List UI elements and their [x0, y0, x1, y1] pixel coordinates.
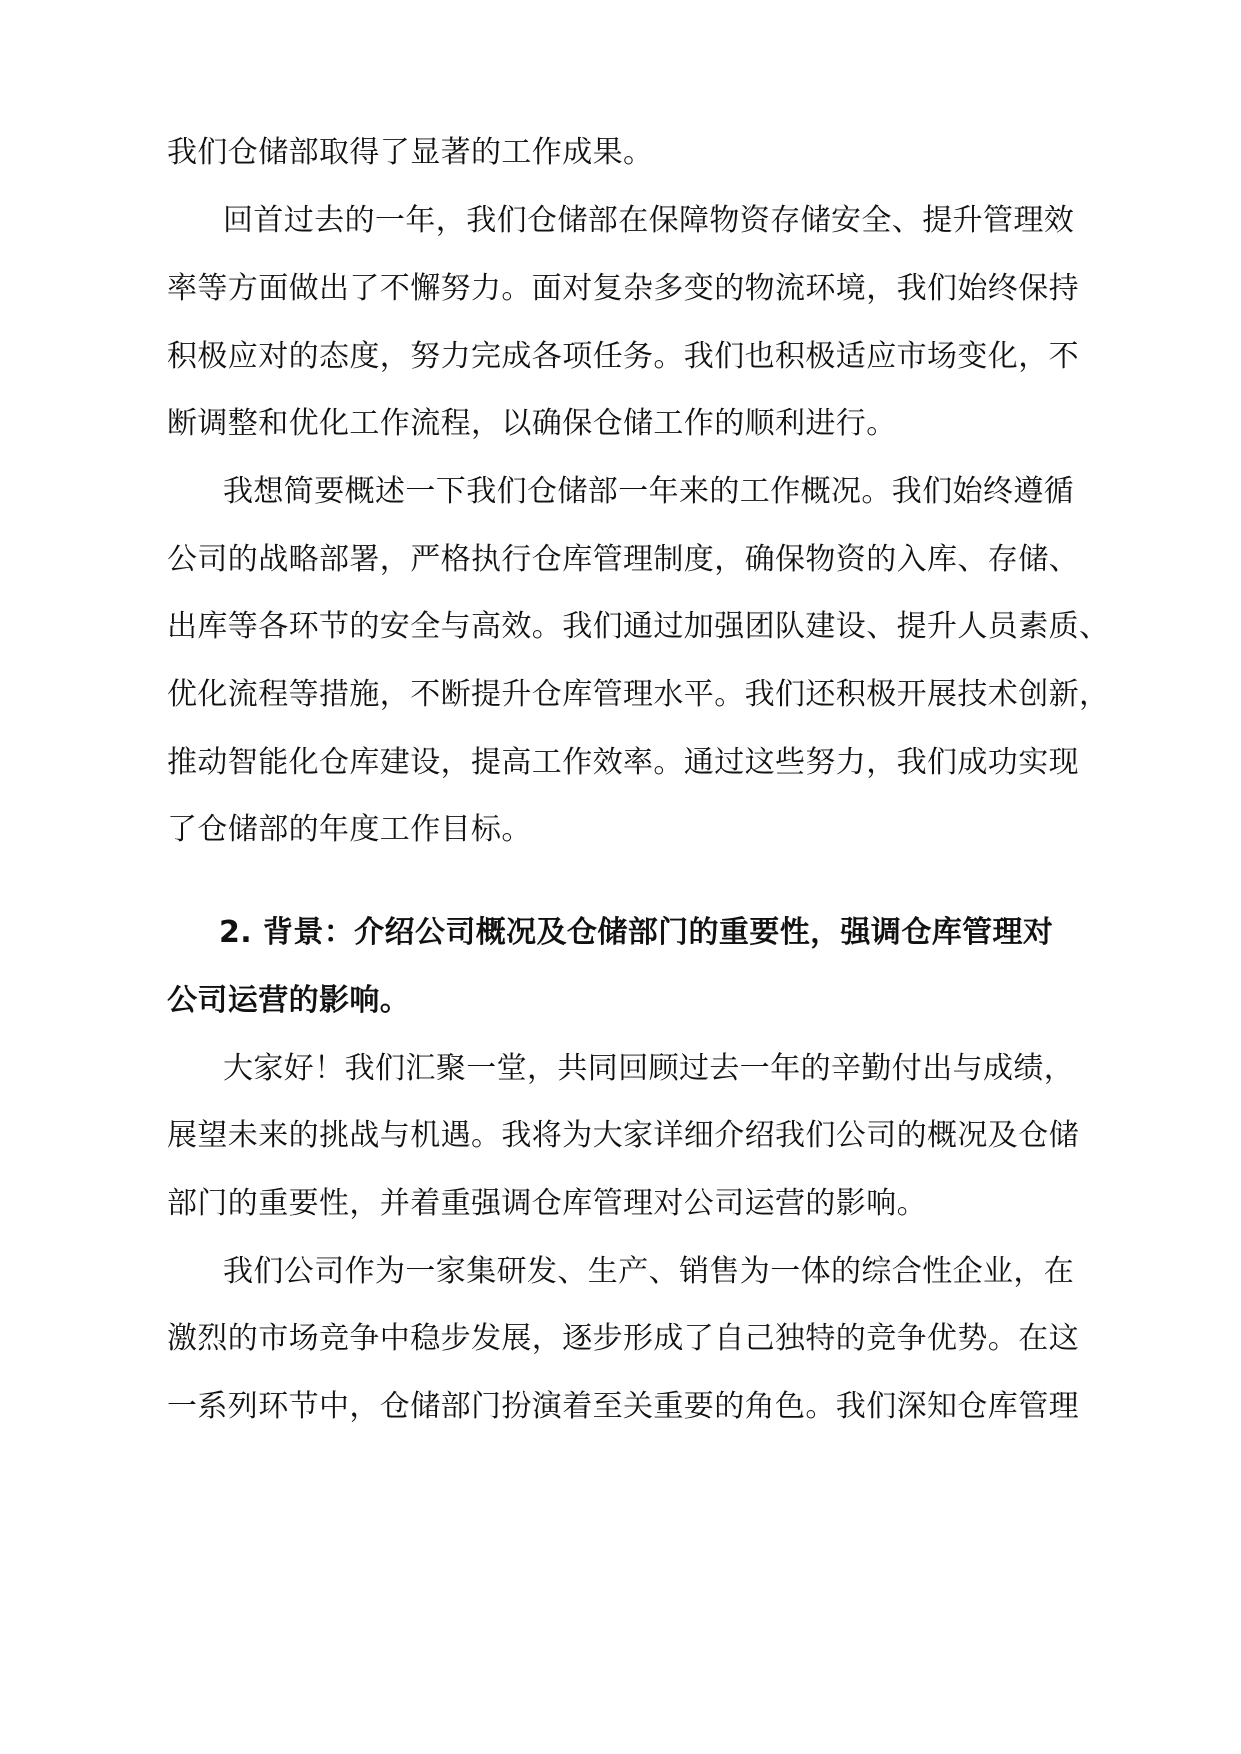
paragraph-line: 我们公司作为一家集研发、生产、销售为一体的综合性企业，在 — [223, 1254, 1075, 1289]
paragraph-line: 公司的战略部署，严格执行仓库管理制度，确保物资的入库、存储、 — [167, 542, 1079, 577]
paragraph-line: 回首过去的一年，我们仓储部在保障物资存储安全、提升管理效 — [223, 203, 1075, 238]
paragraph-line: 展望未来的挑战与机遇。我将为大家详细介绍我们公司的概况及仓储 — [167, 1118, 1079, 1153]
paragraph-line: 推动智能化仓库建设，提高工作效率。通过这些努力，我们成功实现 — [167, 745, 1079, 780]
paragraph-line: 部门的重要性，并着重强调仓库管理对公司运营的影响。 — [167, 1186, 927, 1221]
paragraph-line: 率等方面做出了不懈努力。面对复杂多变的物流环境，我们始终保持 — [167, 271, 1079, 306]
paragraph-line: 激烈的市场竞争中稳步发展，逐步形成了自己独特的竞争优势。在这 — [167, 1321, 1079, 1356]
paragraph-line: 我们仓储部取得了显著的工作成果。 — [167, 135, 654, 170]
paragraph-line: 我想简要概述一下我们仓储部一年来的工作概况。我们始终遵循 — [223, 474, 1075, 509]
section-heading: 公司运营的影响。 — [167, 983, 411, 1018]
section-heading: 2. 背景：介绍公司概况及仓储部门的重要性，强调仓库管理对 — [219, 915, 1054, 950]
paragraph-line: 出库等各环节的安全与高效。我们通过加强团队建设、提升人员素质、 — [167, 609, 1110, 644]
paragraph-line: 大家好！我们汇聚一堂，共同回顾过去一年的辛勤付出与成绩， — [223, 1051, 1075, 1086]
paragraph-line: 断调整和优化工作流程，以确保仓储工作的顺利进行。 — [167, 406, 897, 441]
paragraph-line: 一系列环节中，仓储部门扮演着至关重要的角色。我们深知仓库管理 — [167, 1389, 1079, 1424]
paragraph-line: 了仓储部的年度工作目标。 — [167, 812, 532, 847]
paragraph-line: 积极应对的态度，努力完成各项任务。我们也积极适应市场变化，不 — [167, 339, 1079, 374]
paragraph-line: 优化流程等措施，不断提升仓库管理水平。我们还积极开展技术创新， — [167, 677, 1110, 712]
